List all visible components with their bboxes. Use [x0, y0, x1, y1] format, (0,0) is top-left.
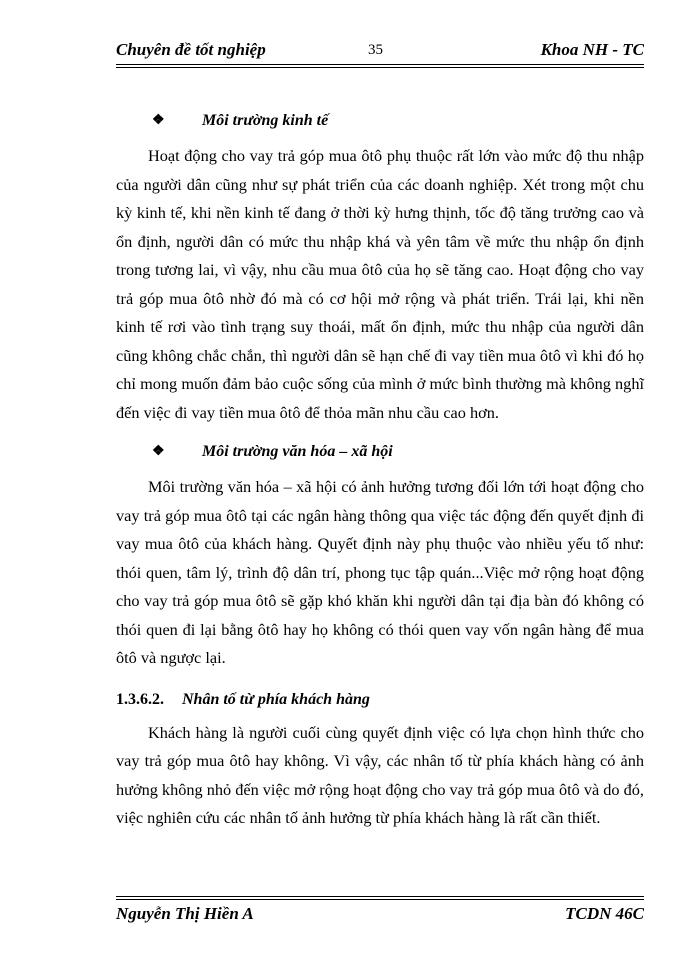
- footer-author: Nguyễn Thị Hiền A: [116, 904, 254, 923]
- header-rule: [116, 64, 644, 68]
- customer-section-title: Nhân tố từ phía khách hàng: [182, 690, 370, 708]
- economic-heading: [116, 102, 644, 142]
- section-number: 1.3.6.2.: [116, 690, 164, 708]
- customer-paragraph: Khách hàng là người cuối cùng quyết định việc có lựa chọn hình thức cho vay trả góp mua ôtô hay không. Vì vậy, các nhân tố từ phía khách hàng có ảnh hưởng không nhỏ đến việc mở rộng hoạt động cho vay trả góp mua ôtô và do đó, việc nghiên cứu các nhân tố ảnh hưởng từ phía khách hàng là rất cần thiết.: [116, 722, 644, 827]
- page-number: 35: [368, 42, 383, 58]
- header-department: Khoa NH - TC: [540, 40, 644, 59]
- cultural-heading-title: Môi trường văn hóa – xã hội: [202, 443, 393, 460]
- footer-rule: [116, 896, 644, 900]
- economic-heading-title: Môi trường kinh tế: [202, 112, 329, 129]
- page-content: [116, 102, 644, 833]
- customer-section-heading: [116, 679, 644, 719]
- page-footer: [116, 904, 644, 930]
- cultural-paragraph: Môi trường văn hóa – xã hội có ảnh hưởng tương đối lớn tới hoạt động cho vay trả góp mua ôtô tại các ngân hàng thông qua việc tác động đến quyết định đi vay mua ôtô của khách hàng. Quyết định này phụ thuộc vào nhiều yếu tố như: thói quen, tâm lý, trình độ dân trí, phong tục tập quán...Việc mở rộng hoạt động cho vay trả góp mua ôtô sẽ gặp khó khăn khi người dân tại địa bàn đó không có thói quen đi lại bằng ôtô hay họ không có thói quen vay vốn ngân hàng để mua ôtô và ngược lại.: [116, 477, 644, 667]
- diamond-bullet-icon: ❖: [152, 444, 165, 459]
- diamond-bullet-icon: ❖: [152, 113, 165, 128]
- cultural-heading: [116, 433, 644, 473]
- economic-paragraph: Hoạt động cho vay trả góp mua ôtô phụ thuộc rất lớn vào mức độ thu nhập của người dân cũng như sự phát triển của các doanh nghiệp. Xét trong một chu kỳ kinh tế, khi nền kinh tế đang ở thời kỳ hưng thịnh, tốc độ tăng trưởng cao và ổn định, người dân có mức thu nhập khá và yên tâm về mức thu nhập ổn định trong tương lai, vì vậy, nhu cầu mua ôtô của họ sẽ tăng cao. Hoạt động cho vay trả góp mua ôtô nhờ đó mà có cơ hội mở rộng và phát triển. Trái lại, khi nền kinh tế rơi vào tình trạng suy thoái, mất ổn định, mức thu nhập của người dân cũng không chắc chắn, thì người dân sẽ hạn chế đi vay tiền mua ôtô vì khi đó họ chỉ mong muốn đảm bảo cuộc sống của mình ở mức bình thường mà không nghĩ đến việc đi vay tiền mua ôtô để thỏa mãn nhu cầu cao hơn.: [116, 146, 644, 422]
- page-header: [116, 38, 644, 64]
- header-title: Chuyên đề tốt nghiệp: [116, 40, 266, 59]
- footer-class-code: TCDN 46C: [565, 904, 644, 923]
